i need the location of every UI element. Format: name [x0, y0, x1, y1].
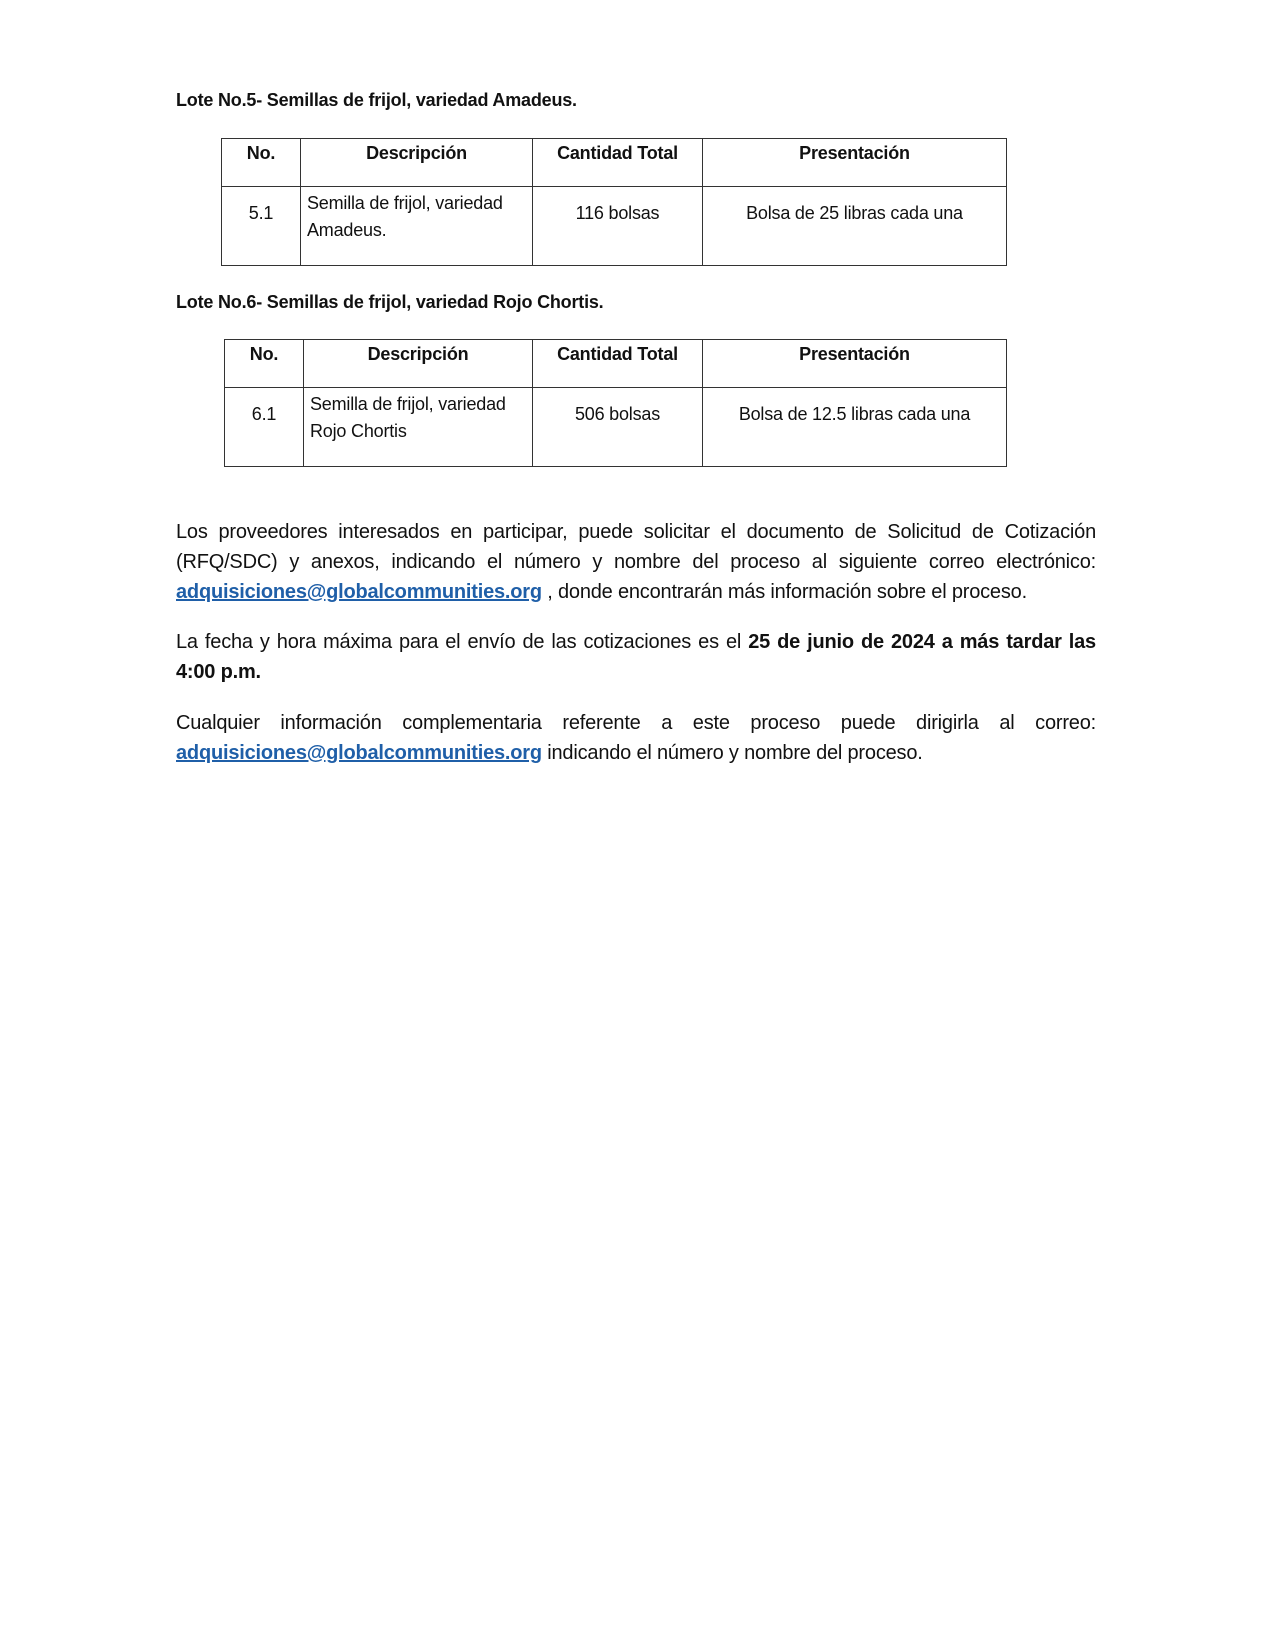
cell-presentation: Bolsa de 12.5 libras cada una — [703, 388, 1007, 467]
cell-description: Semilla de frijol, variedad Rojo Chortis — [304, 388, 533, 467]
lote-6-table — [224, 339, 1007, 467]
col-header-no: No. — [222, 139, 301, 187]
email-link[interactable]: adquisiciones@globalcommunities.org — [176, 742, 542, 764]
lote-5-table — [221, 138, 1007, 266]
table-header-row — [222, 139, 1007, 187]
table-row — [222, 187, 1007, 266]
col-header-description: Descripción — [304, 340, 533, 388]
cell-description: Semilla de frijol, variedad Amadeus. — [301, 187, 533, 266]
table-header-row — [225, 340, 1007, 388]
paragraph-text: La fecha y hora máxima para el envío de las cotizaciones es el — [176, 631, 749, 653]
col-header-no: No. — [225, 340, 304, 388]
email-link[interactable]: adquisiciones@globalcommunities.org — [176, 581, 542, 603]
cell-no: 6.1 — [225, 388, 304, 467]
cell-presentation: Bolsa de 25 libras cada una — [703, 187, 1007, 266]
cell-no: 5.1 — [222, 187, 301, 266]
col-header-description: Descripción — [301, 139, 533, 187]
paragraph-text: Los proveedores interesados en participar, puede solicitar el documento de Solicitud de Cotización (RFQ/SDC) y anexos, indicando el número y nombre del proceso al siguiente correo electrónico: — [176, 521, 1096, 573]
paragraph-contact — [176, 708, 1096, 768]
paragraph-text: Cualquier información complementaria referente a este proceso puede dirigirla al correo: — [176, 712, 1096, 734]
col-header-presentation: Presentación — [703, 139, 1007, 187]
lote-6-heading: Lote No.6- Semillas de frijol, variedad Rojo Chortis. — [176, 292, 604, 312]
col-header-quantity: Cantidad Total — [533, 340, 703, 388]
cell-quantity: 506 bolsas — [533, 388, 703, 467]
paragraph-request-info — [176, 517, 1096, 607]
lote-5-heading: Lote No.5- Semillas de frijol, variedad Amadeus. — [176, 90, 577, 110]
cell-quantity: 116 bolsas — [533, 187, 703, 266]
deadline-text: 25 de junio de 2024 a más tardar las 4:00 p.m. — [176, 631, 1096, 683]
col-header-quantity: Cantidad Total — [533, 139, 703, 187]
table-row — [225, 388, 1007, 467]
paragraph-deadline — [176, 627, 1096, 687]
paragraph-text: indicando el número y nombre del proceso. — [541, 742, 923, 764]
paragraph-text: , donde encontrarán más información sobre el proceso. — [541, 581, 1027, 603]
col-header-presentation: Presentación — [703, 340, 1007, 388]
